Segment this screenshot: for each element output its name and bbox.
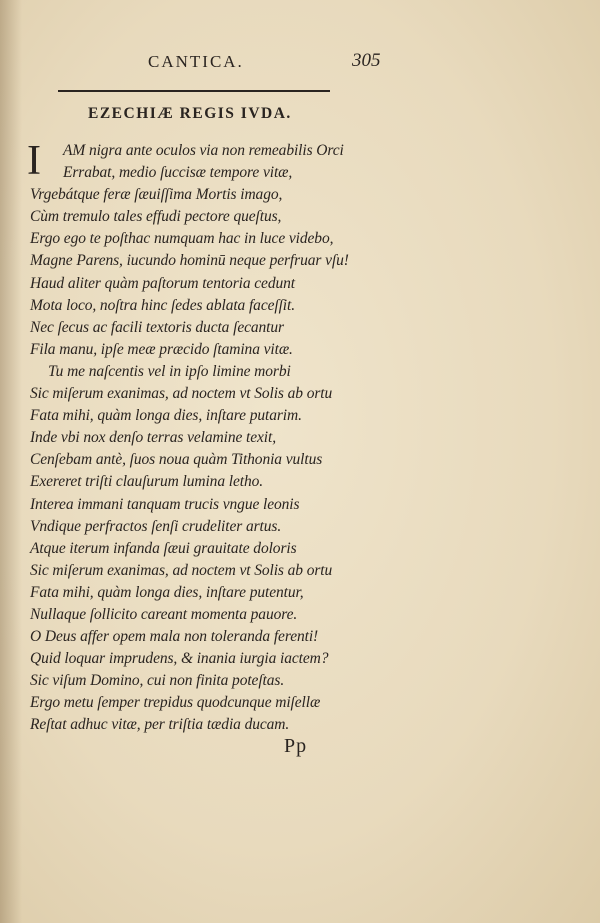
verse-line-text: Nullaque ſollicito careant momenta pauore. bbox=[30, 605, 298, 623]
verse-line-text: Ergo ego te poſthac numquam hac in luce videbo, bbox=[30, 230, 334, 248]
drop-cap-initial: I bbox=[27, 138, 41, 184]
verse-line-text: Sic viſum Domino, cui non finita poteſtas. bbox=[30, 672, 285, 690]
verse-line bbox=[0, 670, 600, 692]
verse-line bbox=[0, 162, 600, 184]
running-head: CANTICA. bbox=[148, 52, 244, 71]
verse-line-text: Quid loquar imprudens, & inania iurgia iactem? bbox=[30, 650, 329, 668]
verse-line-text: Magne Parens, iucundo hominū neque perfruar vſu! bbox=[30, 252, 349, 270]
verse-line-text: Vrgebátque feræ ſæuiſſima Mortis imago, bbox=[30, 186, 283, 204]
verse-line bbox=[0, 317, 600, 339]
verse-line bbox=[0, 295, 600, 317]
verse-line bbox=[0, 714, 600, 736]
verse-line-text: AM nigra ante oculos via non remeabilis Orci bbox=[63, 142, 344, 159]
page-header bbox=[0, 52, 600, 76]
verse-line-text: O Deus affer opem mala non toleranda ferenti! bbox=[30, 628, 319, 646]
verse-line-text: Haud aliter quàm paſtorum tentoria cedunt bbox=[30, 274, 295, 292]
verse-line bbox=[0, 582, 600, 604]
verse-line bbox=[0, 626, 600, 648]
verse-line-text: Sic miſerum exanimas, ad noctem vt Solis ab ortu bbox=[30, 561, 333, 579]
verse-line-text: Errabat, medio ſuccisæ tempore vitæ, bbox=[63, 164, 293, 182]
verse-line bbox=[0, 494, 600, 516]
verse-line bbox=[0, 140, 600, 162]
verse-line-text: Interea immani tanquam trucis vngue leonis bbox=[30, 495, 300, 513]
verse-line bbox=[0, 184, 600, 206]
verse-line bbox=[0, 405, 600, 427]
verse-line bbox=[0, 250, 600, 272]
verse-line-text: Atque iterum infanda ſæui grauitate doloris bbox=[30, 539, 297, 557]
poem-title: EZECHIÆ REGIS IVDA. bbox=[88, 105, 292, 122]
verse-line bbox=[0, 471, 600, 493]
catchword: Pp bbox=[284, 735, 308, 757]
verse-line bbox=[0, 383, 600, 405]
page-number: 305 bbox=[352, 50, 381, 71]
verse-line bbox=[0, 361, 600, 383]
verse-line-text: Fata mihi, quàm longa dies, inſtare putentur, bbox=[30, 583, 304, 601]
verse-line-text: Fila manu, ipſe meæ præcido ſtamina vitæ. bbox=[30, 340, 293, 358]
verse-line bbox=[0, 538, 600, 560]
verse-line-text: Nec ſecus ac facili textoris ducta ſecantur bbox=[30, 318, 284, 336]
verse-line-text: Ergo metu ſemper trepidus quodcunque miſellæ bbox=[30, 694, 321, 712]
verse-line bbox=[0, 648, 600, 670]
verse-line-text: Reſtat adhuc vitæ, per triſtia tædia ducam. bbox=[30, 716, 290, 734]
verse-line bbox=[0, 560, 600, 582]
verse-line bbox=[0, 228, 600, 250]
verse-line-text: Sic miſerum exanimas, ad noctem vt Solis ab ortu bbox=[30, 385, 333, 403]
verse-line-text: Cùm tremulo tales effudi pectore queſtus, bbox=[30, 208, 282, 226]
verse-line bbox=[0, 339, 600, 361]
verse-line-text: Tu me naſcentis vel in ipſo limine morbi bbox=[48, 362, 291, 380]
verse-line bbox=[0, 516, 600, 538]
verse-block bbox=[0, 140, 600, 737]
verse-line bbox=[0, 206, 600, 228]
verse-line bbox=[0, 449, 600, 471]
header-rule bbox=[58, 90, 330, 92]
verse-line-text: Exereret triſti clauſurum lumina letho. bbox=[30, 473, 264, 491]
verse-line bbox=[0, 427, 600, 449]
verse-line-text: Vndique perfractos ſenſi crudeliter artus. bbox=[30, 517, 282, 535]
verse-line bbox=[0, 273, 600, 295]
verse-line bbox=[0, 604, 600, 626]
verse-line-text: Cenſebam antè, ſuos noua quàm Tithonia vultus bbox=[30, 451, 323, 469]
verse-line bbox=[0, 692, 600, 714]
verse-line-text: Mota loco, noſtra hinc ſedes ablata faceſſit. bbox=[30, 296, 295, 314]
verse-line-text: Fata mihi, quàm longa dies, inſtare putarim. bbox=[30, 407, 302, 425]
verse-line-text: Inde vbi nox denſo terras velamine texit, bbox=[30, 429, 276, 447]
